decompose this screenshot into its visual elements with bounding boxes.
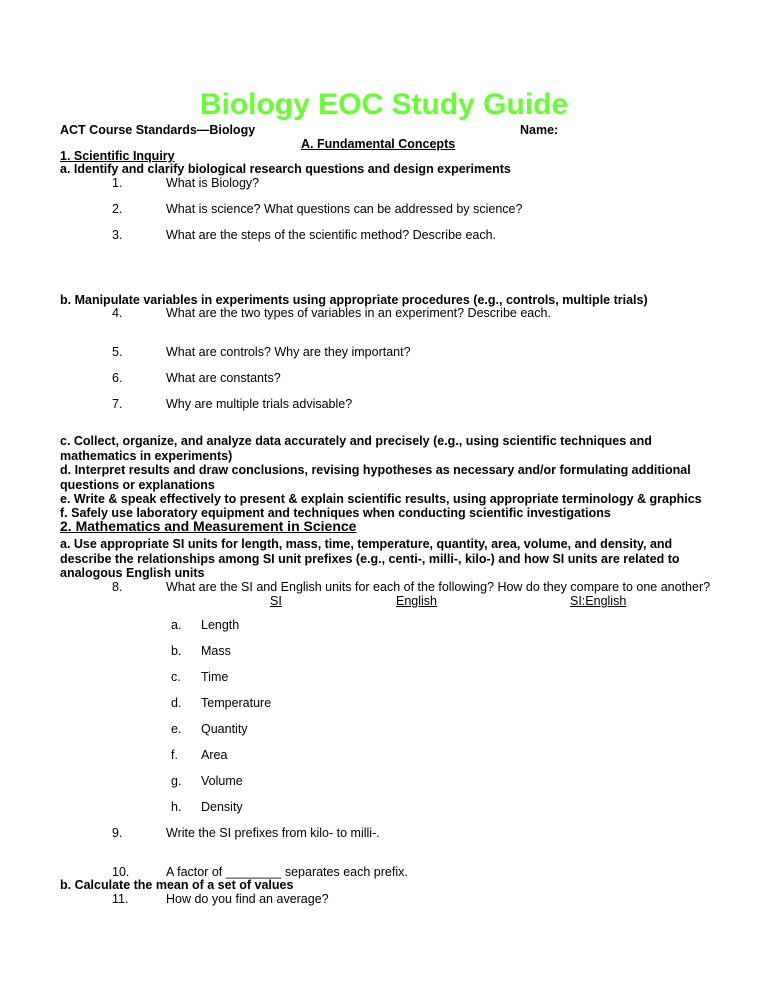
sub-item-letter: b.	[171, 644, 182, 658]
sub-item-density: Density	[201, 800, 243, 814]
sub-item-quantity: Quantity	[201, 722, 248, 736]
question-4-text: What are the two types of variables in an experiment? Describe each.	[166, 306, 551, 320]
question-5-number: 5.	[112, 345, 123, 359]
topic-2-heading: 2. Mathematics and Measurement in Science	[60, 518, 357, 534]
question-4-number: 4.	[112, 306, 123, 320]
sub-item-volume: Volume	[201, 774, 243, 788]
standard-2a: a. Use appropriate SI units for length, mass, time, temperature, quantity, area, volume, and density, and describe the relationships among SI unit prefixes (e.g., centi-, milli-, kilo-) and how SI units are related to analogous English units	[60, 537, 680, 580]
question-6-text: What are constants?	[166, 371, 281, 385]
column-header-si: SI	[270, 594, 282, 608]
topic-1-heading: 1. Scientific Inquiry	[60, 149, 175, 163]
question-6-number: 6.	[112, 371, 123, 385]
sub-item-letter: d.	[171, 696, 182, 710]
sub-item-letter: a.	[171, 618, 182, 632]
sub-item-letter: g.	[171, 774, 182, 788]
column-header-english: English	[396, 594, 437, 608]
question-11-number: 11.	[112, 892, 129, 906]
sub-item-letter: h.	[171, 800, 182, 814]
sub-item-area: Area	[201, 748, 228, 762]
standard-1d: d. Interpret results and draw conclusions, revising hypotheses as necessary and/or formulating additional questions or explanations	[60, 463, 691, 492]
standard-1e: e. Write & speak effectively to present & explain scientific results, using appropriate terminology & graphics	[60, 492, 702, 506]
standard-1a: a. Identify and clarify biological research questions and design experiments	[60, 162, 511, 176]
question-2-number: 2.	[112, 202, 123, 216]
question-10-number: 10.	[112, 865, 130, 879]
section-a-title: A. Fundamental Concepts	[301, 137, 456, 151]
sub-item-temperature: Temperature	[201, 696, 272, 710]
question-1-text: What is Biology?	[166, 176, 260, 190]
course-standards-label: ACT Course Standards—Biology	[60, 123, 256, 137]
question-7-number: 7.	[112, 397, 123, 411]
question-2-text: What is science? What questions can be addressed by science?	[166, 202, 523, 216]
question-8-text: What are the SI and English units for each of the following? How do they compare to one another?	[166, 580, 711, 594]
sub-item-mass: Mass	[201, 644, 231, 658]
sub-item-time: Time	[201, 670, 229, 684]
sub-item-length: Length	[201, 618, 240, 632]
standard-1c: c. Collect, organize, and analyze data accurately and precisely (e.g., using scientific techniques and mathematics in experiments)	[60, 434, 652, 463]
sub-item-letter: e.	[171, 722, 182, 736]
question-8-number: 8.	[112, 580, 123, 594]
question-3-number: 3.	[112, 228, 123, 242]
question-9-number: 9.	[112, 826, 123, 840]
question-3-text: What are the steps of the scientific method? Describe each.	[166, 228, 497, 242]
name-label: Name:	[520, 123, 559, 137]
document-title: Biology EOC Study Guide	[199, 88, 569, 121]
standard-1f: f. Safely use laboratory equipment and techniques when conducting scientific investigations	[60, 506, 611, 520]
question-1-number: 1.	[112, 176, 123, 190]
question-9-text: Write the SI prefixes from kilo- to milli-.	[166, 826, 380, 840]
sub-item-letter: f.	[171, 748, 178, 762]
question-11-text: How do you find an average?	[166, 892, 329, 906]
standard-2b: b. Calculate the mean of a set of values	[60, 878, 294, 892]
column-header-si-english: SI:English	[570, 594, 627, 608]
sub-item-letter: c.	[171, 670, 181, 684]
question-7-text: Why are multiple trials advisable?	[166, 397, 353, 411]
question-5-text: What are controls? Why are they important?	[166, 345, 411, 359]
question-10-text: A factor of ________ separates each prefix.	[166, 865, 408, 879]
standard-1b: b. Manipulate variables in experiments using appropriate procedures (e.g., controls, multiple trials)	[60, 293, 648, 307]
